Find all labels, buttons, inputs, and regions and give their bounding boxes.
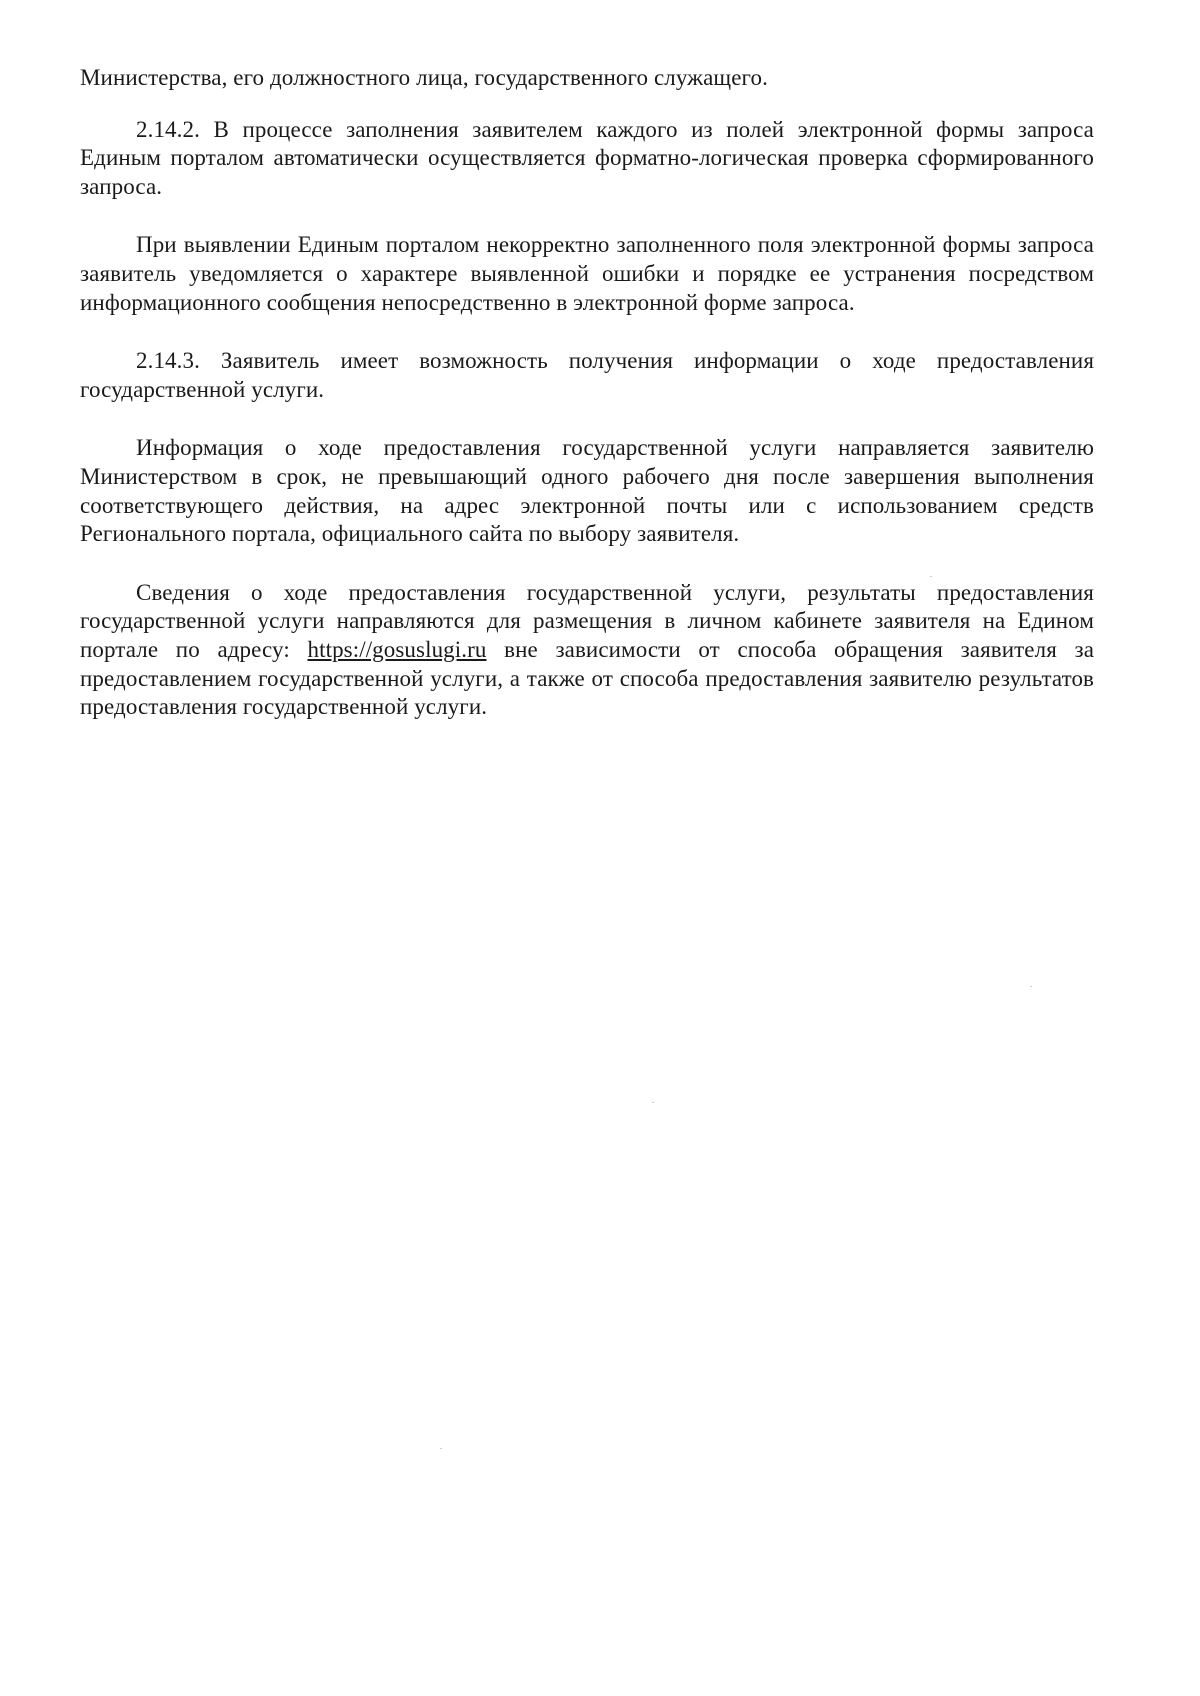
scan-speck <box>652 1102 654 1103</box>
paragraph-results-placement <box>80 579 1094 722</box>
gosuslugi-link[interactable]: https://gosuslugi.ru <box>307 636 487 662</box>
paragraph-continuation: Министерства, его должностного лица, государственного служащего. <box>80 65 768 90</box>
scan-speck <box>930 576 932 577</box>
paragraph-2-14-3: 2.14.3. Заявитель имеет возможность получения информации о ходе предоставления государственной услуги. <box>80 348 1094 402</box>
paragraph-results-text-before: Сведения о ходе предоставления государственной услуги, результаты предоставления государственной услуги направляются для размещения в личном кабинете заявителя на Едином портале по адресу: <box>80 579 1094 662</box>
paragraph-results-text-after: вне зависимости от способа обращения заявителя за предоставлением государственной услуги, а также от способа предоставления заявителю результатов предоставления государственной услуги. <box>80 636 1095 720</box>
scan-speck <box>440 1448 442 1449</box>
paragraph-2-14-2: 2.14.2. В процессе заполнения заявителем каждого из полей электронной формы запроса Единым порталом автоматически осуществляется форматно-логическая проверка сформированного запроса. <box>80 116 1094 199</box>
paragraph-progress-information: Информация о ходе предоставления государственной услуги направляется заявителю Министерством в срок, не превышающий одного рабочего дня после завершения выполнения соответствующего действия, на адрес электронной почты или с использованием средств Регионального портала, официального сайта по выбору заявителя. <box>80 435 1094 547</box>
scan-speck <box>1030 986 1032 987</box>
document-body <box>80 64 1094 722</box>
paragraph-validation-errors: При выявлении Единым порталом некорректно заполненного поля электронной формы запроса заявитель уведомляется о характере выявленной ошибки и порядке ее устранения посредством информационного сообщения непосредственно в электронной форме запроса. <box>80 232 1094 315</box>
